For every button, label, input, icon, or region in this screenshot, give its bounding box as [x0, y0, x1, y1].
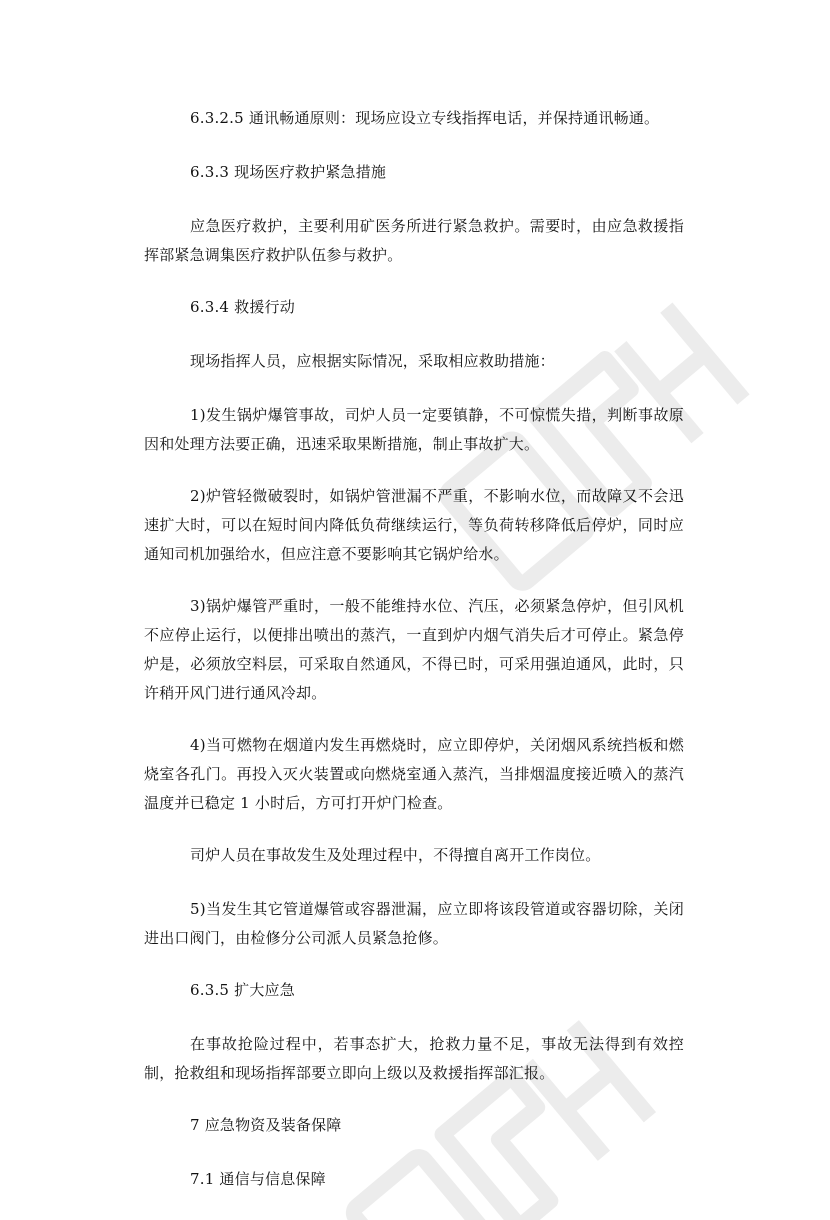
heading-7-1: 7.1 通信与信息保障 — [190, 1170, 326, 1188]
section-6-3-2-5: 6.3.2.5 通讯畅通原则：现场应设立专线指挥电话，并保持通讯畅通。 — [190, 109, 660, 127]
paragraph-stoker-duty: 司炉人员在事故发生及处理过程中，不得擅自离开工作岗位。 — [190, 846, 601, 864]
paragraph-commander-measures: 现场指挥人员，应根据实际情况，采取相应救助措施： — [190, 352, 555, 370]
document-body — [144, 104, 684, 1194]
paragraph-medical-rescue: 应急医疗救护，主要利用矿医务所进行紧急救护。需要时，由应急救援指挥部紧急调集医疗救护队伍参与救护。 — [144, 217, 684, 264]
heading-6-3-4: 6.3.4 救援行动 — [190, 298, 295, 316]
list-item-3: 3)锅炉爆管严重时，一般不能维持水位、汽压，必须紧急停炉，但引风机不应停止运行，以便排出喷出的蒸汽，一直到炉内烟气消失后才可停止。紧急停炉是，必须放空料层，可采取自然通风，不得已时，可采用强迫通风，此时，只许稍开风门进行通风冷却。 — [144, 597, 684, 702]
list-item-1: 1)发生锅炉爆管事故，司炉人员一定要镇静，不可惊慌失措，判断事故原因和处理方法要正确，迅速采取果断措施，制止事故扩大。 — [144, 406, 684, 453]
list-item-4: 4)当可燃物在烟道内发生再燃烧时，应立即停炉，关闭烟风系统挡板和燃烧室各孔门。再投入灭火装置或向燃烧室通入蒸汽，当排烟温度接近喷入的蒸汽温度并已稳定 1 小时后，方可打开炉门检查。 — [144, 736, 684, 812]
heading-7: 7 应急物资及装备保障 — [190, 1116, 342, 1134]
heading-6-3-5: 6.3.5 扩大应急 — [190, 981, 295, 999]
list-item-2: 2)炉管轻微破裂时，如锅炉管泄漏不严重，不影响水位，而故障又不会迅速扩大时，可以在短时间内降低负荷继续运行，等负荷转移降低后停炉，同时应通知司机加强给水，但应注意不要影响其它锅炉给水。 — [144, 487, 684, 563]
list-item-5: 5)当发生其它管道爆管或容器泄漏，应立即将该段管道或容器切除，关闭进出口阀门，由检修分公司派人员紧急抢修。 — [144, 900, 684, 947]
heading-6-3-3: 6.3.3 现场医疗救护紧急措施 — [190, 163, 387, 181]
paragraph-expanded-response: 在事故抢险过程中，若事态扩大，抢救力量不足，事故无法得到有效控制，抢救组和现场指挥部要立即向上级以及救援指挥部汇报。 — [144, 1035, 684, 1082]
